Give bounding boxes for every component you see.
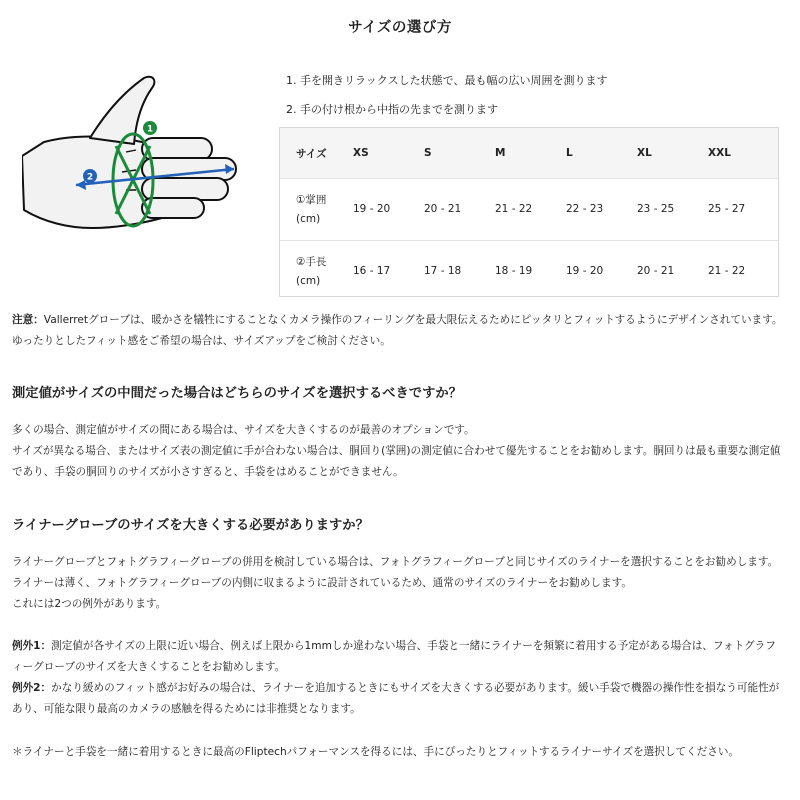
table-cell: 20 - 21	[636, 241, 707, 303]
table-row	[280, 241, 778, 303]
size-chart-table	[279, 127, 779, 297]
table-cell: 17 - 18	[423, 241, 494, 303]
exception-label: 例外2：	[12, 682, 52, 694]
section-body-between-sizes	[12, 420, 784, 483]
row-unit: (cm)	[296, 274, 321, 287]
marker-2-label: 2	[86, 172, 94, 183]
section-heading-liner-size: ライナーグローブのサイズを大きくする必要がありますか？	[12, 518, 369, 533]
table-cell: 23 - 25	[636, 179, 707, 241]
table-header-cell: サイズ	[280, 128, 352, 179]
fit-note	[12, 310, 784, 352]
table-header-cell: M	[494, 128, 565, 179]
measurement-steps	[286, 74, 607, 132]
table-header-cell: S	[423, 128, 494, 179]
exception-text: 測定値が各サイズの上限に近い場合、例えば上限から1mmしか違わない場合、手袋と一緒にライナーを頻繁に着用する予定がある場合は、フォトグラフィーグローブのサイズを大きくすることをお勧めします。	[12, 640, 776, 673]
table-cell: 19 - 20	[565, 241, 636, 303]
table-header-cell: XL	[636, 128, 707, 179]
table-cell: 16 - 17	[352, 241, 423, 303]
table-header-cell: XS	[352, 128, 423, 179]
section-heading-between-sizes: 測定値がサイズの中間だった場合はどちらのサイズを選択するべきですか？	[12, 386, 462, 401]
row-label-cell	[280, 179, 352, 241]
table-cell: 20 - 21	[423, 179, 494, 241]
marker-1-label: 1	[146, 124, 154, 135]
row-unit: (cm)	[296, 212, 321, 225]
exception-label: 例外1：	[12, 640, 52, 652]
thumb-outline-icon	[90, 77, 154, 144]
footnote-text: ＊ライナーと手袋を一緒に着用するときに最高のFliptechパフォーマンスを得るには、手にぴったりとフィットするライナーサイズを選択してください。	[12, 746, 740, 758]
step-1: 1. 手を開きリラックスした状態で、最も幅の広い周囲を測ります	[286, 74, 608, 87]
table-cell: 18 - 19	[494, 241, 565, 303]
table-header-row	[280, 128, 778, 179]
paragraph: これには2つの例外があります。	[12, 598, 167, 610]
exceptions-list	[12, 636, 784, 720]
footnote	[12, 742, 784, 763]
paragraph: サイズが異なる場合、またはサイズ表の測定値に手が合わない場合は、胴回り(掌囲)の測定値に合わせて優先することをお勧めします。胴回りは最も重要な測定値であり、手袋の胴回りのサイズが小さすぎると、手袋をはめることができません。	[12, 445, 781, 478]
exception-text: かなり緩めのフィット感がお好みの場合は、ライナーを追加するときにもサイズを大きくする必要があります。緩い手袋で機器の操作性を損なう可能性があり、可能な限り最高のカメラの感触を得るためには非推奨となります。	[12, 682, 780, 715]
table-header-cell: XXL	[707, 128, 778, 179]
note-text: Vallerretグローブは、暖かさを犠牲にすることなくカメラ操作のフィーリングを最大限伝えるためにピッタリとフィットするようにデザインされています。ゆったりとしたフィット感をご希望の場合は、サイズアップをご検討ください。	[12, 314, 783, 347]
row-label-cell	[280, 241, 352, 303]
table-cell: 19 - 20	[352, 179, 423, 241]
hand-measurement-illustration	[22, 72, 262, 232]
note-label: 注意：	[12, 314, 44, 326]
table-cell: 21 - 22	[494, 179, 565, 241]
table-cell: 22 - 23	[565, 179, 636, 241]
finger-icon	[142, 178, 228, 200]
section-body-liner-size	[12, 552, 784, 615]
exception-1	[12, 636, 784, 678]
table-header-cell: L	[565, 128, 636, 179]
finger-icon	[142, 138, 212, 160]
paragraph: ライナーグローブとフォトグラフィーグローブの併用を検討している場合は、フォトグラフィーグローブと同じサイズのライナーを選択することをお勧めします。ライナーは薄く、フォトグラフィーグローブの内側に収まるように設計されているため、通常のサイズのライナーをお勧めします。	[12, 556, 779, 589]
paragraph: 多くの場合、測定値がサイズの間にある場合は、サイズを大きくするのが最善のオプションです。	[12, 424, 475, 436]
step-2: 2. 手の付け根から中指の先までを測ります	[286, 103, 498, 116]
row-label: ①掌囲	[296, 193, 327, 206]
table-cell: 25 - 27	[707, 179, 778, 241]
row-label: ②手長	[296, 255, 327, 268]
table-cell: 21 - 22	[707, 241, 778, 303]
table-row	[280, 179, 778, 241]
page-title: サイズの選び方	[348, 20, 452, 36]
exception-2	[12, 678, 784, 720]
